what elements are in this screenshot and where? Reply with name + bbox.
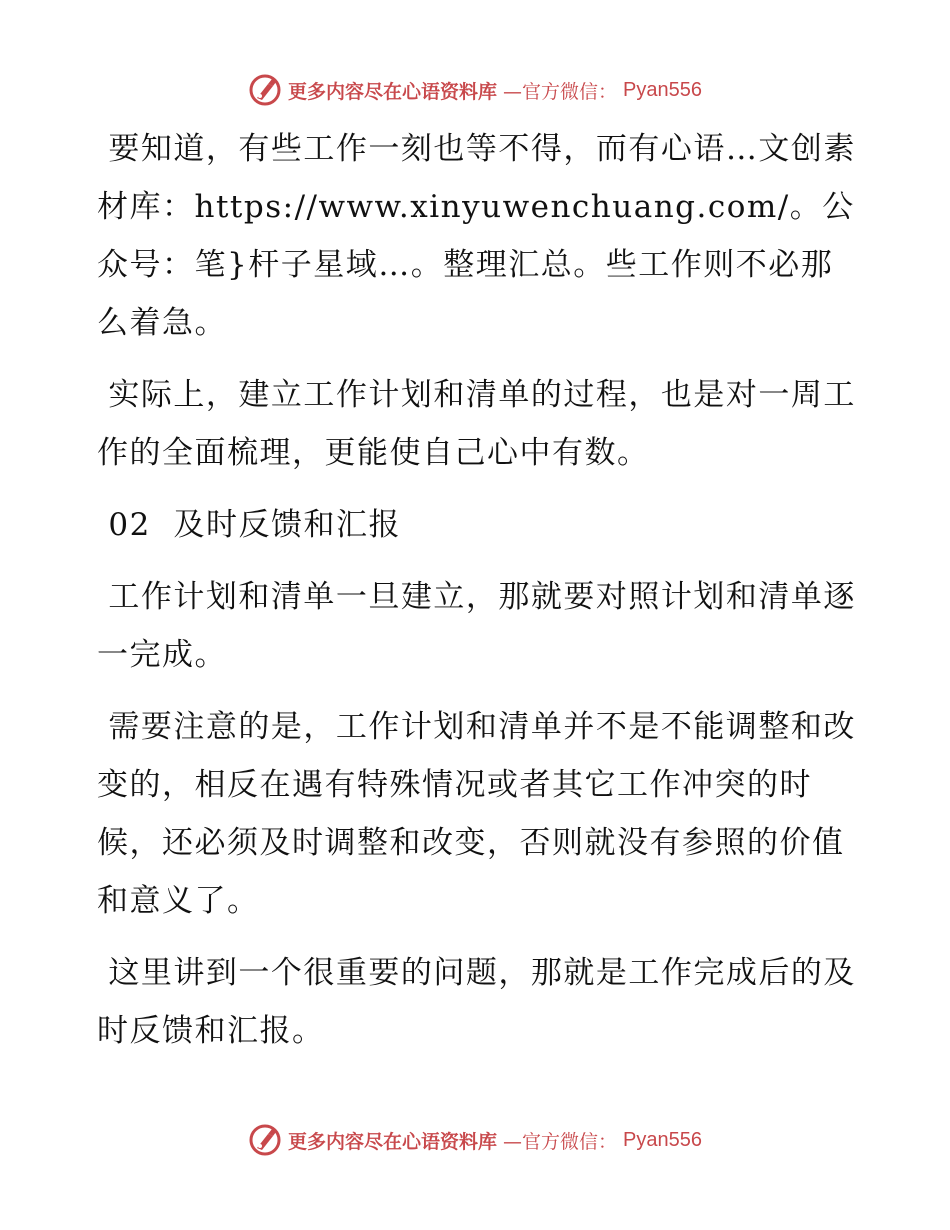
paragraph-4: 需要注意的是，工作计划和清单并不是不能调整和改变的，相反在遇有特殊情况或者其它工作冲突的时候，还必须及时调整和改变，否则就没有参照的价值和意义了。 — [97, 709, 856, 919]
header-banner-text: 更多内容尽在心语资料库 — [288, 80, 498, 103]
header-banner-separator: —官方微信： — [503, 80, 618, 103]
footer-banner-separator: —官方微信： — [503, 1130, 618, 1153]
pen-nib-logo-icon — [248, 1123, 282, 1157]
footer-wechat-id: Pyan556 — [623, 1128, 702, 1151]
header-banner — [0, 70, 950, 110]
paragraph-1: 要知道，有些工作一刻也等不得，而有心语…文创素材库：https://www.xinyuwenchuang.com/。公众号：笔}杆子星域…。整理汇总。些工作则不必那么着急。 — [97, 131, 856, 341]
header-wechat-id: Pyan556 — [623, 78, 702, 101]
paragraph-2: 实际上，建立工作计划和清单的过程，也是对一周工作的全面梳理，更能使自己心中有数。 — [97, 377, 856, 471]
pen-nib-logo-icon — [248, 73, 282, 107]
footer-banner-text: 更多内容尽在心语资料库 — [288, 1130, 498, 1153]
footer-banner — [0, 1120, 950, 1160]
paragraph-5: 这里讲到一个很重要的问题，那就是工作完成后的及时反馈和汇报。 — [97, 955, 856, 1049]
paragraph-3: 工作计划和清单一旦建立，那就要对照计划和清单逐一完成。 — [97, 579, 856, 673]
section-heading: 02 及时反馈和汇报 — [97, 507, 402, 543]
document-body — [97, 120, 857, 1074]
